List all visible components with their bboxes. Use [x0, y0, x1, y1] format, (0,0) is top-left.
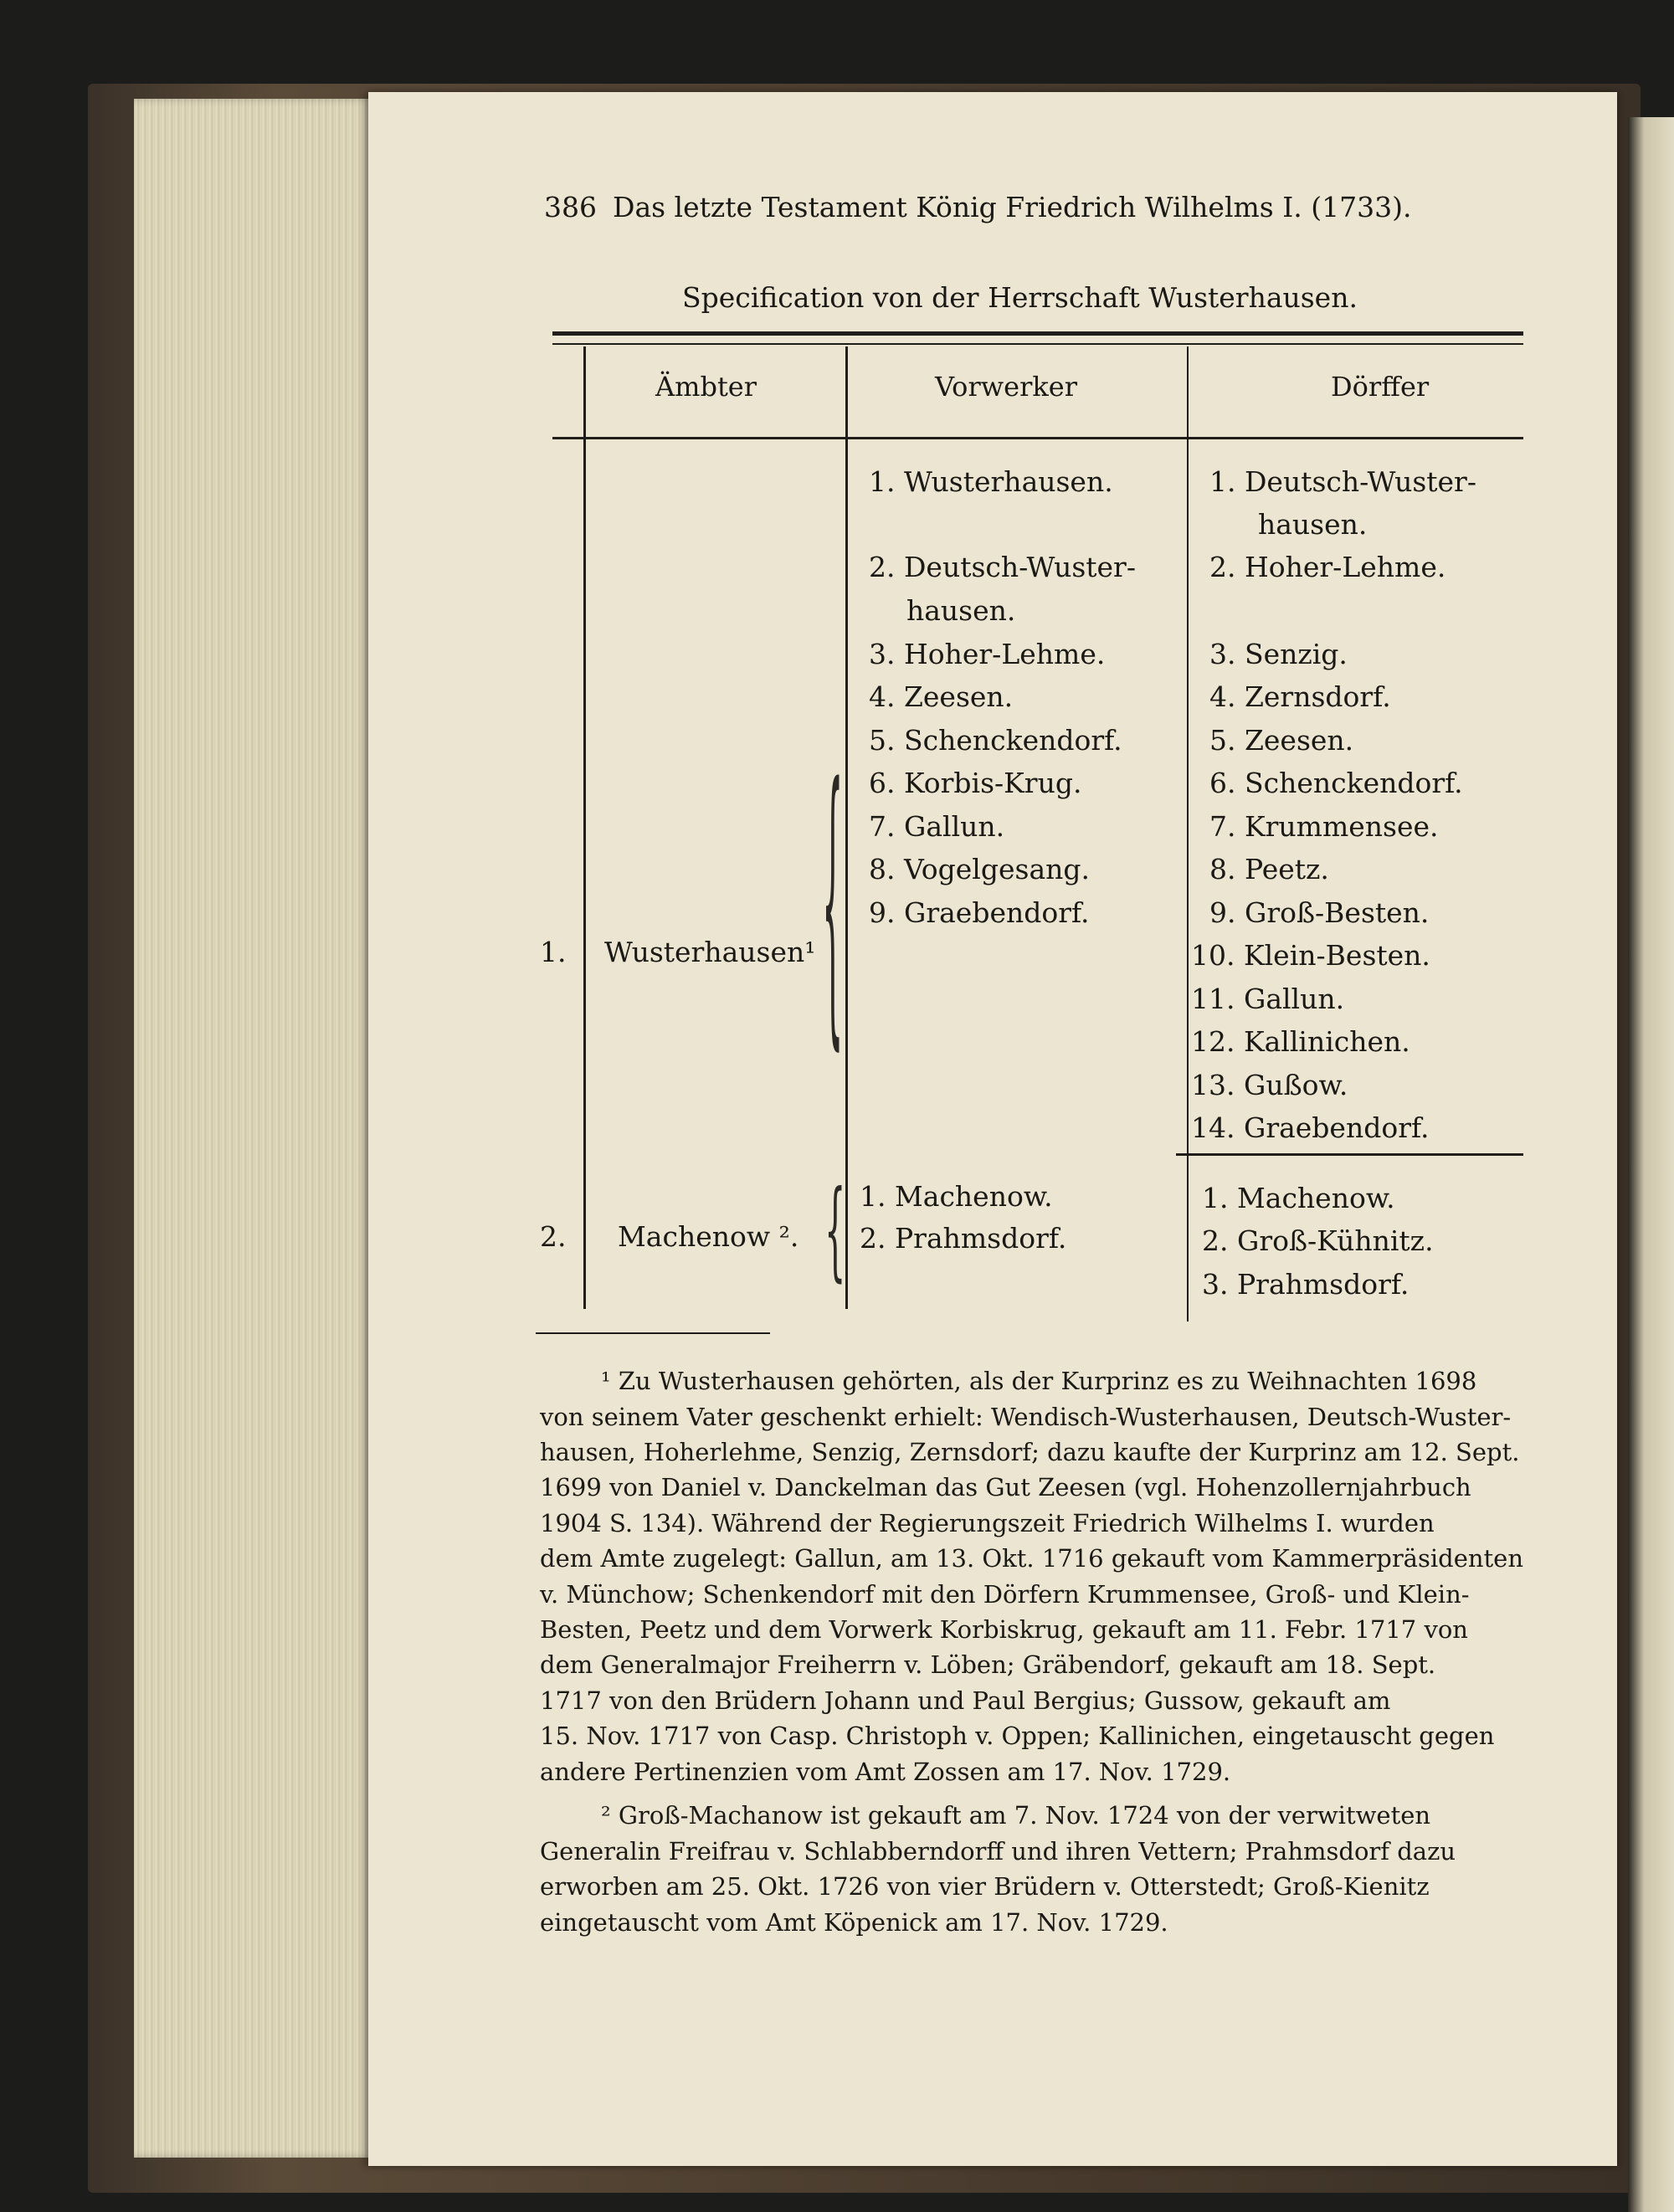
brace-left: { — [824, 1170, 846, 1294]
column-rule-3 — [1187, 346, 1189, 1322]
vorwerk-item: 2. Prahmsdorf. — [860, 1222, 1067, 1255]
vorwerk-item: 4. Zeesen. — [869, 680, 1014, 713]
vorwerk-item: 7. Gallun. — [869, 810, 1005, 843]
footnote-1-line: ¹ Zu Wusterhausen gehörten, als der Kurprinz es zu Weihnachten 1698 — [601, 1367, 1477, 1395]
footnote-1-line: dem Generalmajor Freiherrn v. Löben; Gräbendorf, gekauft am 18. Sept. — [540, 1650, 1436, 1679]
vorwerk-item: 6. Korbis-Krug. — [869, 767, 1082, 799]
vorwerk-item: 1. Wusterhausen. — [869, 465, 1113, 498]
amt-name: Wusterhausen¹ — [604, 936, 816, 968]
dorf-item: 13. Gußow. — [1191, 1069, 1348, 1101]
footnote-rule — [536, 1332, 770, 1334]
dorf-item: 2. Groß-Kühnitz. — [1202, 1224, 1434, 1257]
next-page-edge — [1628, 117, 1674, 2212]
footnote-2-line: ² Groß-Machanow ist gekauft am 7. Nov. 1724 von der verwitweten — [601, 1801, 1431, 1830]
dorf-item: 12. Kallinichen. — [1191, 1025, 1410, 1058]
running-title: Das letzte Testament König Friedrich Wilhelms I. (1733). — [613, 191, 1412, 223]
footnote-1-line: hausen, Hoherlehme, Senzig, Zernsdorf; dazu kaufte der Kurprinz am 12. Sept. — [540, 1438, 1520, 1466]
column-rule-2 — [845, 346, 848, 1309]
column-header-doerffer: Dörffer — [1331, 371, 1430, 403]
column-header-vorwerker: Vorwerker — [935, 371, 1077, 403]
footnote-1-line: 1717 von den Brüdern Johann und Paul Bergius; Gussow, gekauft am — [540, 1686, 1391, 1715]
footnote-1-line: dem Amte zugelegt: Gallun, am 13. Okt. 1716 gekauft vom Kammerpräsidenten — [540, 1544, 1524, 1573]
amt-name: Machenow ². — [618, 1220, 799, 1253]
dorf-item: 14. Graebendorf. — [1191, 1111, 1430, 1144]
page-number: 386 — [544, 191, 597, 223]
dorf-item: 7. Krummensee. — [1209, 810, 1439, 843]
vorwerk-item: 5. Schenckendorf. — [869, 724, 1122, 757]
footnote-2-line: eingetauscht vom Amt Köpenick am 17. Nov. 1729. — [540, 1908, 1168, 1937]
dorf-item: 3. Prahmsdorf. — [1202, 1268, 1410, 1301]
dorf-item: 8. Peetz. — [1209, 853, 1329, 885]
footnote-1-line: 15. Nov. 1717 von Casp. Christoph v. Oppen; Kallinichen, eingetauscht gegen — [540, 1722, 1495, 1750]
vorwerk-item: 9. Graebendorf. — [869, 896, 1090, 929]
vorwerk-item: 8. Vogelgesang. — [869, 853, 1090, 885]
dorf-item: 6. Schenckendorf. — [1209, 767, 1463, 799]
footnote-1-line: Besten, Peetz und dem Vorwerk Korbiskrug, gekauft am 11. Febr. 1717 von — [540, 1615, 1468, 1644]
footnote-1-line: von seinem Vater geschenkt erhielt: Wendisch-Wusterhausen, Deutsch-Wuster- — [540, 1403, 1512, 1431]
dorf-item: 10. Klein-Besten. — [1191, 939, 1430, 972]
page-block-edge — [134, 99, 372, 2158]
footnote-1-line: andere Pertinenzien vom Amt Zossen am 17. Nov. 1729. — [540, 1758, 1231, 1786]
vorwerk-item: 1. Machenow. — [860, 1180, 1053, 1213]
amt-number: 1. — [540, 936, 567, 968]
dorf-item: 4. Zernsdorf. — [1209, 680, 1391, 713]
footnote-1-line: v. Münchow; Schenkendorf mit den Dörfern Krummensee, Groß- und Klein- — [540, 1580, 1470, 1609]
vorwerk-item: hausen. — [906, 594, 1016, 627]
dorf-item: 11. Gallun. — [1191, 983, 1345, 1015]
footnote-1-line: 1904 S. 134). Während der Regierungszeit Friedrich Wilhelms I. wurden — [540, 1509, 1435, 1537]
table-header-rule — [552, 437, 1523, 439]
dorf-item: hausen. — [1258, 508, 1368, 541]
dorf-item: 5. Zeesen. — [1209, 724, 1354, 757]
footnote-2-line: Generalin Freifrau v. Schlabberndorff und ihren Vettern; Prahmsdorf dazu — [540, 1837, 1456, 1866]
table-top-rule-thin — [552, 343, 1523, 345]
footnote-1-line: 1699 von Daniel v. Danckelman das Gut Zeesen (vgl. Hohenzollernjahrbuch — [540, 1473, 1471, 1501]
table-title: Specification von der Herrschaft Wusterhausen. — [682, 281, 1358, 314]
amt-number: 2. — [540, 1220, 567, 1253]
dorf-item: 3. Senzig. — [1209, 638, 1348, 670]
dorf-item: 9. Groß-Besten. — [1209, 896, 1430, 929]
vorwerk-item: 3. Hoher-Lehme. — [869, 638, 1106, 670]
column-rule-1 — [583, 346, 586, 1309]
table-top-rule-thick — [552, 331, 1523, 336]
footnote-2-line: erworben am 25. Okt. 1726 von vier Brüdern v. Otterstedt; Groß-Kienitz — [540, 1872, 1430, 1901]
vorwerk-item: 2. Deutsch-Wuster- — [869, 551, 1136, 583]
dorf-item: 1. Machenow. — [1202, 1182, 1395, 1214]
dorf-item: 1. Deutsch-Wuster- — [1209, 465, 1476, 498]
table-group-rule — [1176, 1153, 1523, 1156]
column-header-aembter: Ämbter — [655, 371, 757, 403]
dorf-item: 2. Hoher-Lehme. — [1209, 551, 1446, 583]
brace-left: { — [822, 732, 844, 1079]
